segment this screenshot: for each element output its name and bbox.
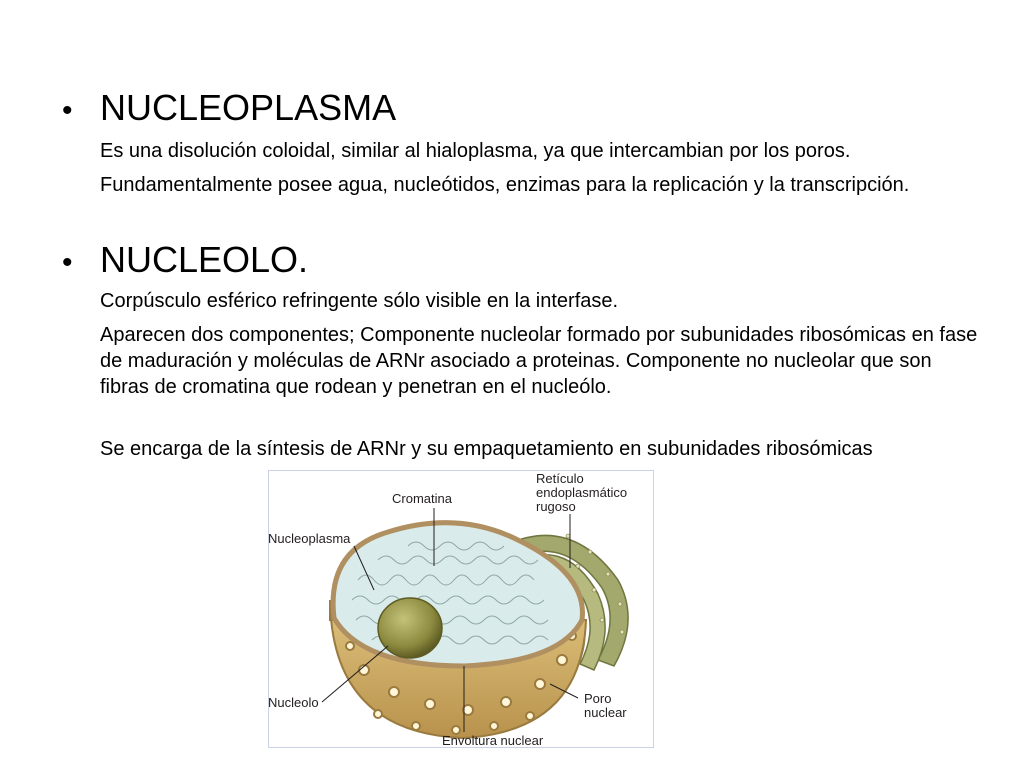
section-title: NUCLEOPLASMA xyxy=(100,87,397,128)
paragraph: Aparecen dos componentes; Componente nucleolar formado por subunidades ribosómicas en fase de maduración y moléculas de ARNr asociado a proteinas. Componente no nucleolar que son fibras de cromatina que rodean y penetran en el nucleólo. xyxy=(100,324,978,398)
section-nucleolo-heading xyxy=(62,240,308,281)
section-nucleoplasma-heading xyxy=(62,88,396,129)
paragraph: Se encarga de la síntesis de ARNr y su empaquetamiento en subunidades ribosómicas xyxy=(100,438,873,460)
bullet-marker: • xyxy=(62,94,73,127)
label-nucleoplasma: Nucleoplasma xyxy=(268,531,351,546)
nucleus-diagram xyxy=(268,470,654,748)
nucleolus-body xyxy=(378,598,442,658)
section-title: NUCLEOLO. xyxy=(100,239,309,280)
label-cromatina: Cromatina xyxy=(392,491,452,506)
paragraph: Fundamentalmente posee agua, nucleótidos, enzimas para la replicación y la transcripción. xyxy=(100,174,910,196)
paragraph: Corpúsculo esférico refringente sólo visible en la interfase. xyxy=(100,290,619,312)
label-envoltura-nuclear: Envoltura nuclear xyxy=(442,733,544,748)
paragraph: Es una disolución coloidal, similar al hialoplasma, ya que intercambian por los poros. xyxy=(100,140,851,162)
label-reticulo: Retículo endoplasmático rugoso xyxy=(536,471,628,514)
label-nucleolo: Nucleolo xyxy=(268,695,319,710)
bullet-marker: • xyxy=(62,246,73,279)
label-poro-nuclear: Poro nuclear xyxy=(584,691,627,720)
